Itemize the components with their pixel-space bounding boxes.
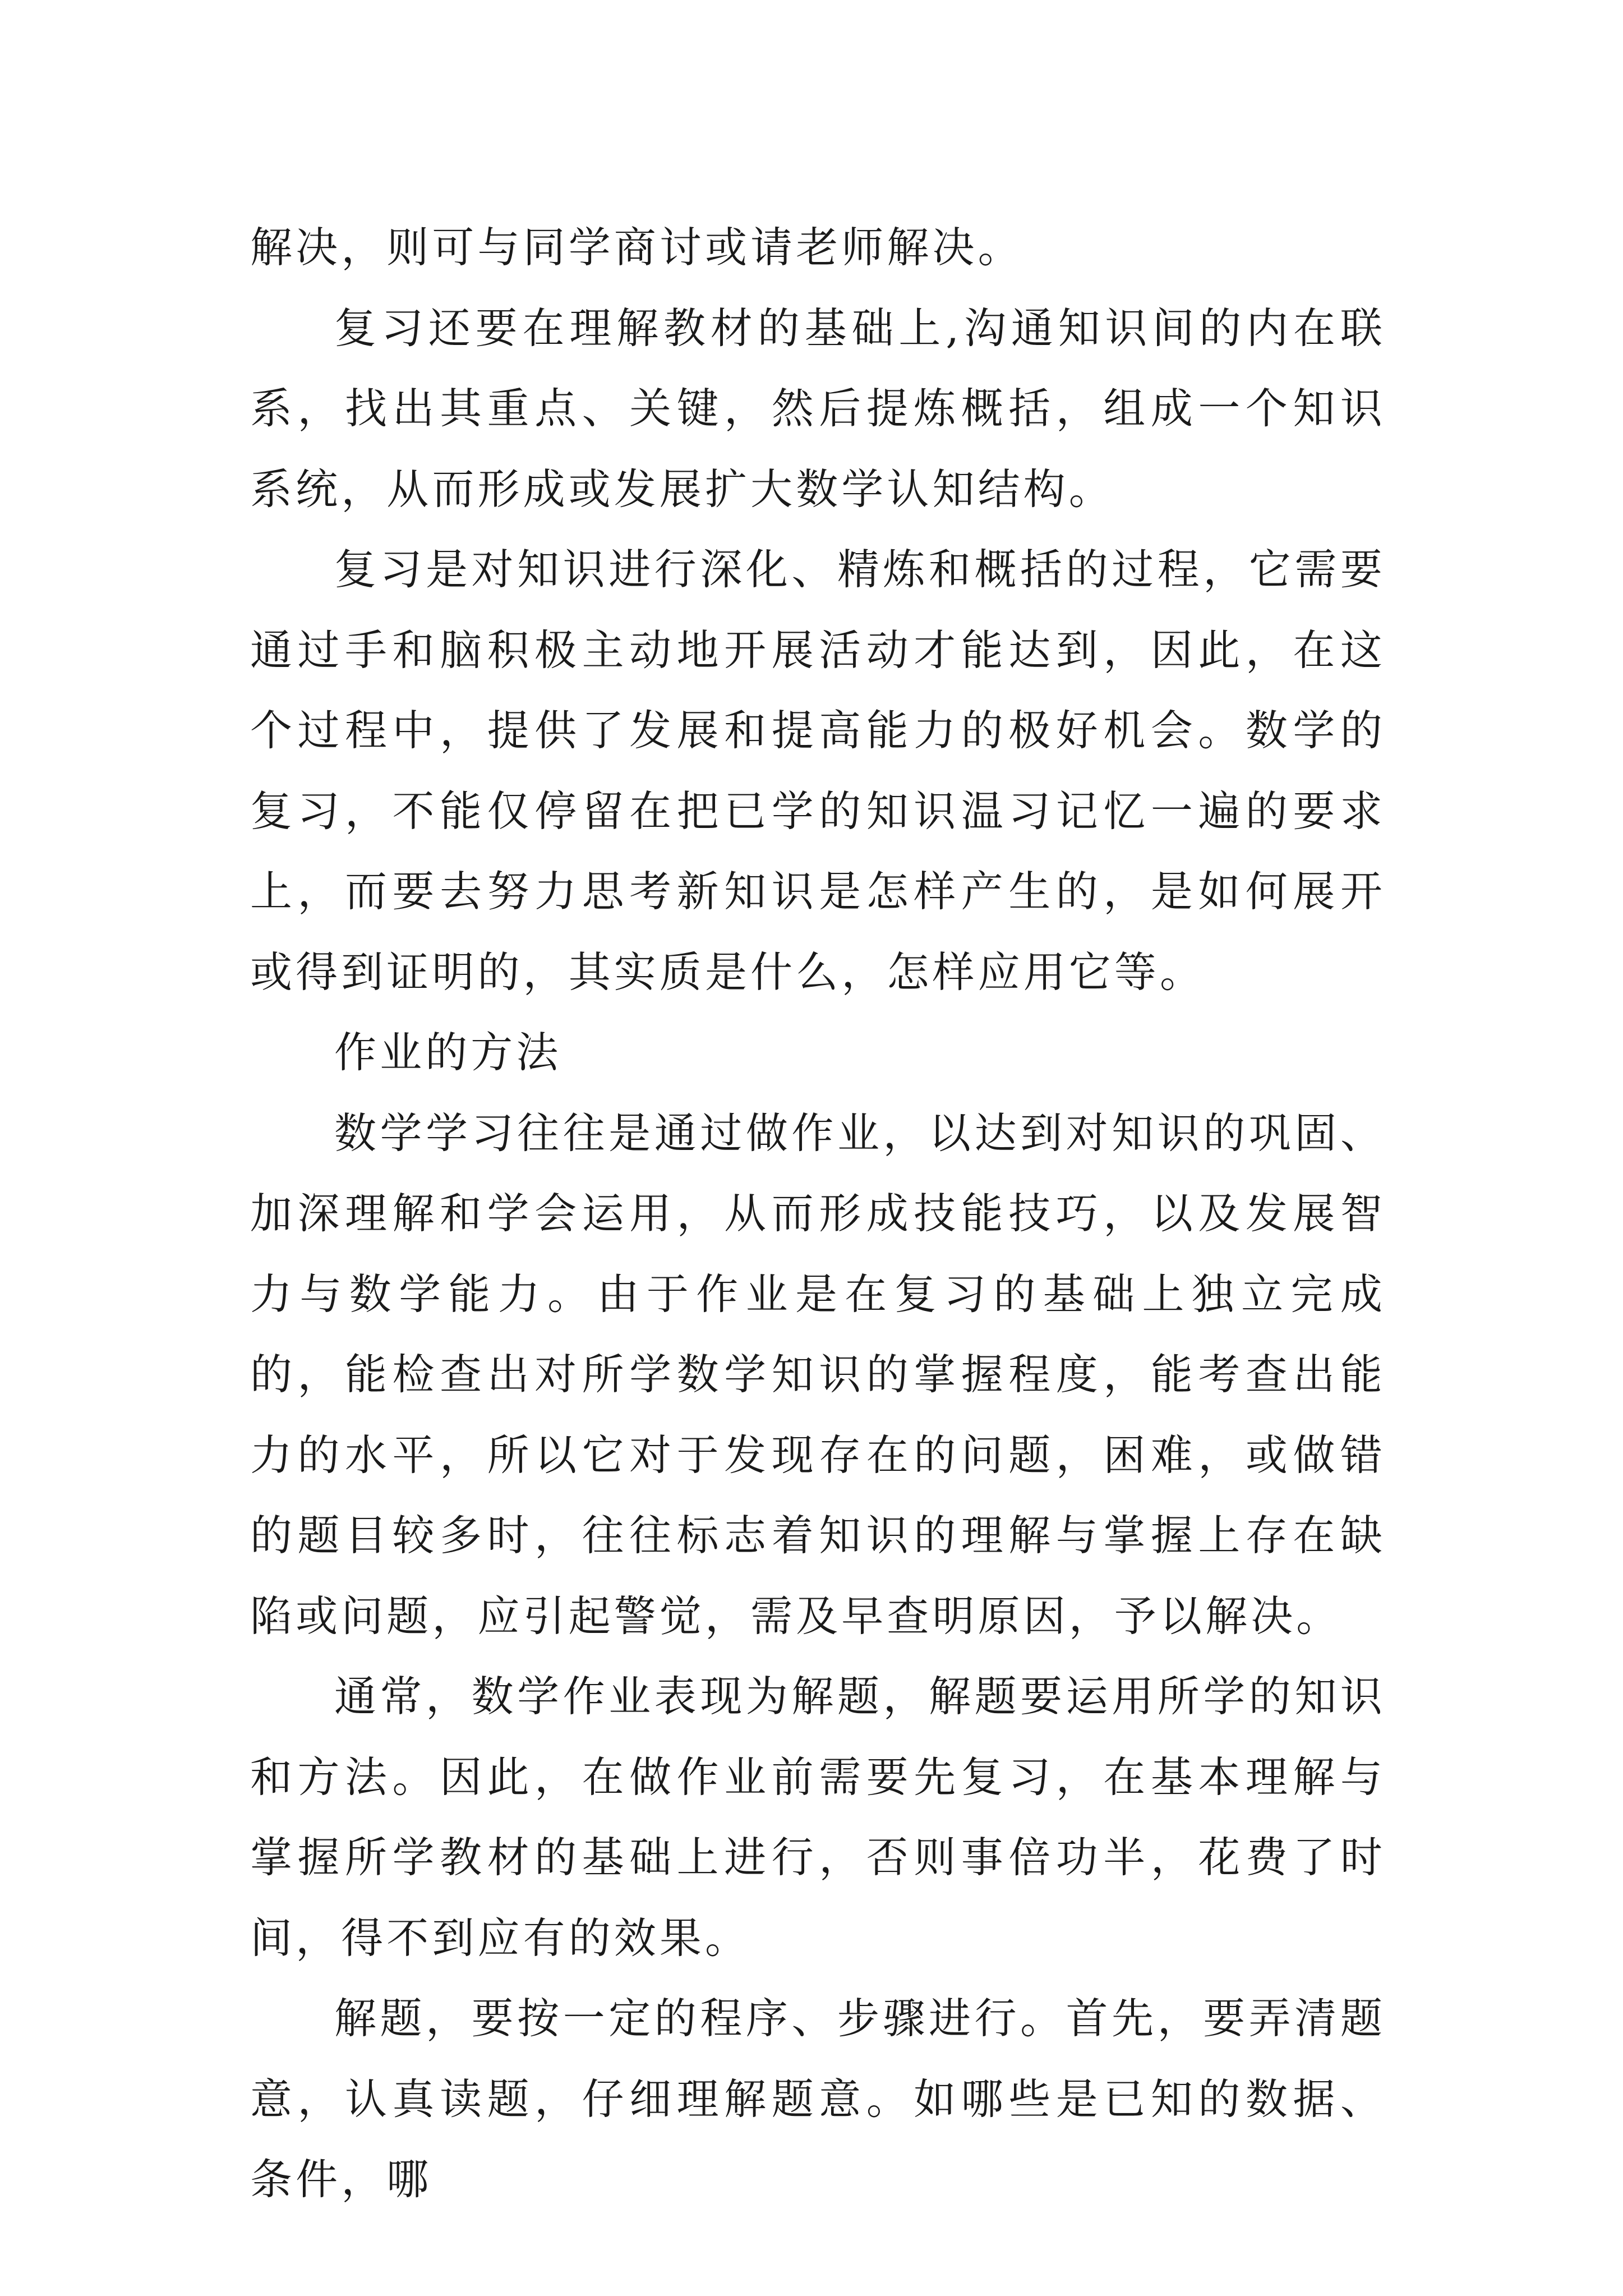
paragraph-homework-purpose: 数学学习往往是通过做作业，以达到对知识的巩固、加深理解和学会运用，从而形成技能技巧，以及发展智力与数学能力。由于作业是在复习的基础上独立完成的，能检查出对所学数学知识的掌握程度，能考查出能力的水平，所以它对于发现存在的问题，困难，或做错的题目较多时，往往标志着知识的理解与掌握上存在缺陷或问题，应引起警觉，需及早查明原因，予以解决。: [250, 1108, 1386, 1641]
paragraph-continuation: 解决，则可与同学商讨或请老师解决。: [250, 223, 1023, 272]
paragraph-solving-steps: 解题，要按一定的程序、步骤进行。首先，要弄清题意，认真读题，仔细理解题意。如哪些是已知的数据、条件，哪: [250, 1994, 1386, 2204]
body-text: [250, 208, 1386, 2220]
section-heading-homework-method: 作业的方法: [334, 1028, 562, 1077]
paragraph-review-process: 复习是对知识进行深化、精炼和概括的过程，它需要通过手和脑积极主动地开展活动才能达到，因此，在这个过程中，提供了发展和提高能力的极好机会。数学的复习，不能仅停留在把已学的知识温习记忆一遍的要求上，而要去努力思考新知识是怎样产生的，是如何展开或得到证明的，其实质是什么，怎样应用它等。: [250, 545, 1386, 997]
paragraph-homework-problem-solving: 通常，数学作业表现为解题，解题要运用所学的知识和方法。因此，在做作业前需要先复习，在基本理解与掌握所学教材的基础上进行，否则事倍功半，花费了时间，得不到应有的效果。: [250, 1672, 1386, 1963]
paragraph-review-structure: 复习还要在理解教材的基础上,沟通知识间的内在联系，找出其重点、关键，然后提炼概括，组成一个知识系统，从而形成或发展扩大数学认知结构。: [250, 303, 1386, 514]
